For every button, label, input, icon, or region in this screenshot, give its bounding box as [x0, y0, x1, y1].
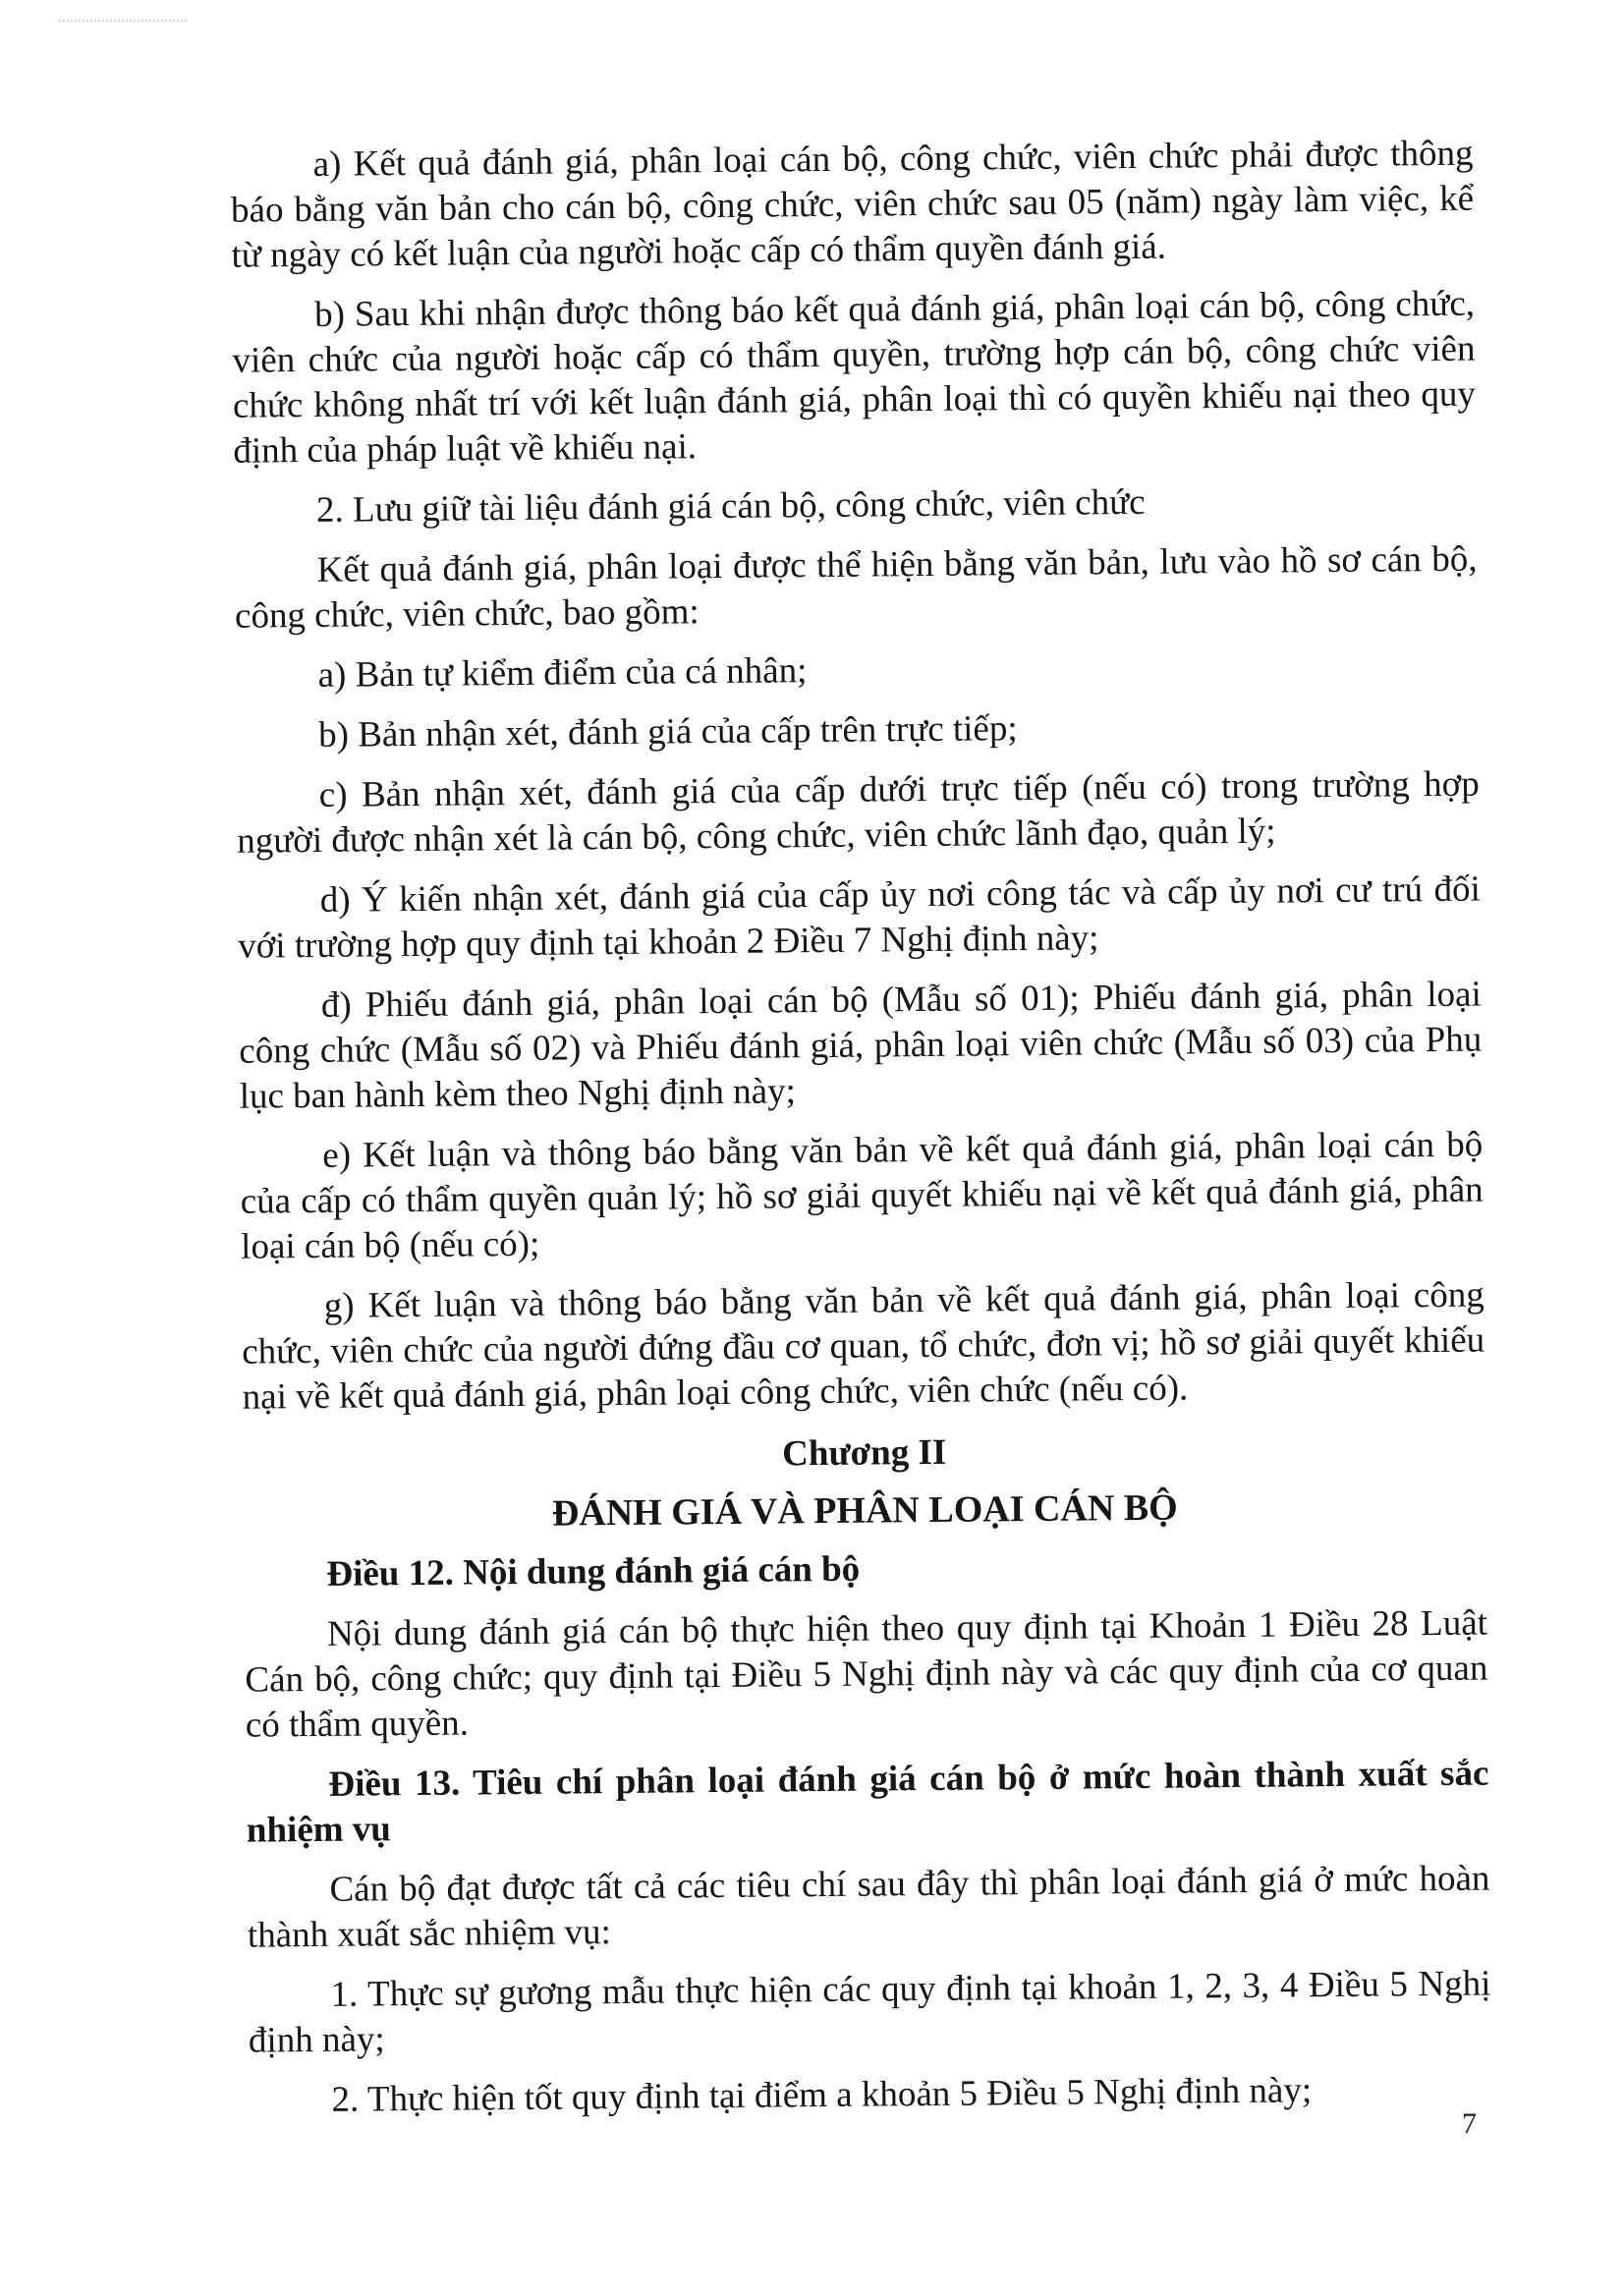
- article-13-heading: Điều 13. Tiêu chí phân loại đánh giá cán bộ ở mức hoàn thành xuất sắc nhiệm vụ: [246, 1753, 1489, 1851]
- chapter-label: Chương II: [781, 1431, 947, 1475]
- article-13-intro: Cán bộ đạt được tất cả các tiêu chí sau đây thì phân loại đánh giá ở mức hoàn thành xuất sắc nhiệm vụ:: [247, 1858, 1490, 1956]
- page-number: 7: [1462, 2107, 1477, 2140]
- paragraph-complaint: b) Sau khi nhận được thông báo kết quả đánh giá, phân loại cán bộ, công chức, viên chức của người hoặc cấp có thẩm quyền, trường hợp cán bộ, công chức viên chức không nhất trí với kết luận đánh giá, phân loại thì có quyền khiếu nại theo quy định của pháp luật về khiếu nại.: [232, 283, 1477, 472]
- list-item-d: d) Ý kiến nhận xét, đánh giá của cấp ủy nơi công tác và cấp ủy nơi cư trú đối với trường hợp quy định tại khoản 2 Điều 7 Nghị định này;: [238, 868, 1481, 967]
- article-13-item-1: 1. Thực sự gương mẫu thực hiện các quy định tại khoản 1, 2, 3, 4 Điều 5 Nghị định này;: [248, 1963, 1491, 2061]
- list-item-a: a) Bản tự kiểm điểm của cá nhân;: [317, 650, 808, 696]
- list-item-dd: đ) Phiếu đánh giá, phân loại cán bộ (Mẫu số 01); Phiếu đánh giá, phân loại công chức (Mẫu số 02) và Phiếu đánh giá, phân loại viên chức (Mẫu số 03) của Phụ lục ban hành kèm theo Nghị định này;: [239, 974, 1483, 1117]
- article-12-heading: Điều 12. Nội dung đánh giá cán bộ: [326, 1548, 861, 1595]
- list-item-g: g) Kết luận và thông báo bằng văn bản về kết quả đánh giá, phân loại công chức, viên chức của người đứng đầu cơ quan, tổ chức, đơn vị; hồ sơ giải quyết khiếu nại về kết quả đánh giá, phân loại công chức, viên chức (nếu có).: [242, 1274, 1485, 1418]
- list-item-c: c) Bản nhận xét, đánh giá của cấp dưới trực tiếp (nếu có) trong trường hợp người được nhận xét là cán bộ, công chức, viên chức lãnh đạo, quản lý;: [237, 763, 1480, 862]
- paragraph-archive-heading: 2. Lưu giữ tài liệu đánh giá cán bộ, công chức, viên chức: [315, 481, 1146, 531]
- list-item-e: e) Kết luận và thông báo bằng văn bản về kết quả đánh giá, phân loại cán bộ của cấp có thẩm quyền quản lý; hồ sơ giải quyết khiếu nại về kết quả đánh giá, phân loại cán bộ (nếu có);: [240, 1124, 1484, 1267]
- paragraph-archive-intro: Kết quả đánh giá, phân loại được thể hiện bằng văn bản, lưu vào hồ sơ cán bộ, công chức, viên chức, bao gồm:: [234, 538, 1478, 637]
- list-item-b: b) Bản nhận xét, đánh giá của cấp trên trực tiếp;: [318, 708, 1018, 756]
- chapter-title: ĐÁNH GIÁ VÀ PHÂN LOẠI CÁN BỘ: [551, 1486, 1178, 1535]
- paragraph-notification: a) Kết quả đánh giá, phân loại cán bộ, công chức, viên chức phải được thông báo bằng văn bản cho cán bộ, công chức, viên chức sau 05 (năm) ngày làm việc, kể từ ngày có kết luận của người hoặc cấp có thẩm quyền đánh giá.: [230, 133, 1475, 276]
- document-body: [230, 132, 1491, 2139]
- article-13-item-2: 2. Thực hiện tốt quy định tại điểm a khoản 5 Điều 5 Nghị định này;: [331, 2070, 1313, 2120]
- article-12-body: Nội dung đánh giá cán bộ thực hiện theo quy định tại Khoản 1 Điều 28 Luật Cán bộ, công chức; quy định tại Điều 5 Nghị định này và các quy định của cơ quan có thẩm quyền.: [245, 1602, 1488, 1746]
